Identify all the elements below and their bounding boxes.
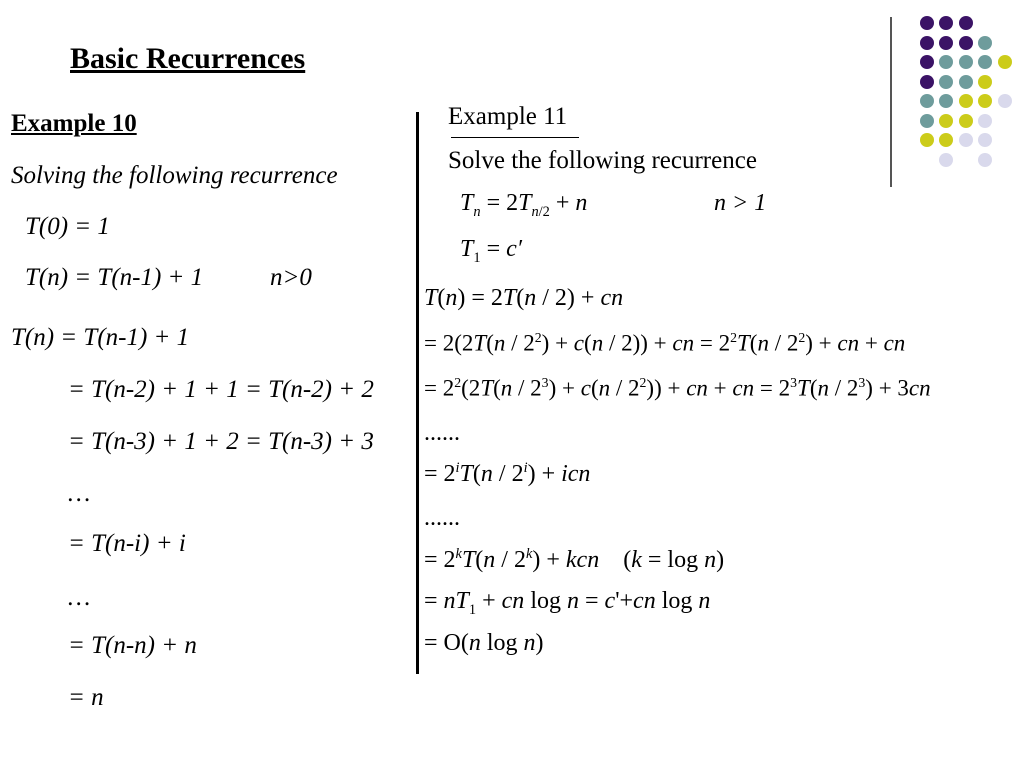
ellipsis: ...... xyxy=(424,505,460,531)
derivation-line: T(n) = 2T(n / 2) + cn xyxy=(424,285,624,311)
decorative-dot xyxy=(978,55,992,69)
example-11-heading: Example 11 xyxy=(448,103,568,130)
decorative-dot xyxy=(939,36,953,50)
ellipsis: ...... xyxy=(424,420,460,446)
decorative-dot xyxy=(939,75,953,89)
decorative-dot xyxy=(939,16,953,30)
decorative-dot xyxy=(959,55,973,69)
column-divider xyxy=(416,112,419,674)
example-10-intro: Solving the following recurrence xyxy=(11,162,338,189)
decorative-dot xyxy=(939,153,953,167)
page-title: Basic Recurrences xyxy=(70,42,306,75)
decorative-dot xyxy=(939,133,953,147)
decorative-dot xyxy=(998,55,1012,69)
recurrence-step: T(n) = T(n-1) + 1 xyxy=(25,264,204,291)
derivation-line: = $nT_1$ + cn log n = c'+cn log n xyxy=(424,588,711,618)
decorative-dot xyxy=(939,55,953,69)
derivation-step: = T(n-3) + 1 + 2 = T(n-3) + 3 xyxy=(68,428,374,455)
decorative-dot xyxy=(998,94,1012,108)
decorative-dot xyxy=(959,36,973,50)
recurrence-condition: n>0 xyxy=(270,264,312,291)
derivation-step: = T(n-i) + i xyxy=(68,530,186,557)
decorative-dot xyxy=(978,94,992,108)
decorative-vertical-line xyxy=(890,17,892,187)
decorative-dot xyxy=(920,75,934,89)
decorative-dot xyxy=(920,36,934,50)
decorative-dot xyxy=(920,94,934,108)
decorative-dot xyxy=(920,55,934,69)
decorative-dot xyxy=(959,133,973,147)
recurrence-base: T(0) = 1 xyxy=(25,213,110,240)
decorative-dot xyxy=(959,75,973,89)
derivation-step: = n xyxy=(68,684,104,711)
decorative-dot xyxy=(959,16,973,30)
decorative-dot xyxy=(920,16,934,30)
derivation-step: … xyxy=(68,584,91,611)
decorative-dot xyxy=(959,94,973,108)
derivation-step: = T(n-2) + 1 + 1 = T(n-2) + 2 xyxy=(68,376,374,403)
derivation-step: T(n) = T(n-1) + 1 xyxy=(11,324,190,351)
derivation-line: = $2^2(2T(n / 2^3) + c(n / 2^2))$ + cn + cn = $2^3T(n / 2^3) + 3cn$ xyxy=(424,375,931,401)
recurrence-formula: $T_n = 2T_{n/2} + n$ xyxy=(460,190,588,220)
example-10-heading: Example 10 xyxy=(11,110,137,137)
decorative-dot xyxy=(978,114,992,128)
example-11-underline xyxy=(451,137,579,138)
decorative-dot xyxy=(978,36,992,50)
decorative-dot xyxy=(978,75,992,89)
decorative-dot xyxy=(978,153,992,167)
decorative-dot xyxy=(920,133,934,147)
derivation-step: … xyxy=(68,480,91,507)
derivation-line: = $2^kT(n / 2^k)$ + kcn (k = log n) xyxy=(424,546,725,573)
derivation-line: = $2(2T(n / 2^2) + c(n / 2))$ + cn = $2^2T(n / 2^2)$ + cn + cn xyxy=(424,330,906,356)
derivation-result: = O(n log n) xyxy=(424,630,544,656)
recurrence-condition: n > 1 xyxy=(714,190,767,216)
decorative-dot xyxy=(939,94,953,108)
derivation-step: = T(n-n) + n xyxy=(68,632,197,659)
example-11-intro: Solve the following recurrence xyxy=(448,147,757,174)
decorative-dot xyxy=(920,114,934,128)
decorative-dot xyxy=(959,114,973,128)
recurrence-base: $T_1 = c'$ xyxy=(460,236,523,266)
decorative-dot xyxy=(939,114,953,128)
decorative-dot xyxy=(978,133,992,147)
derivation-line: = $2^iT(n / 2^i)$ + icn xyxy=(424,460,591,487)
